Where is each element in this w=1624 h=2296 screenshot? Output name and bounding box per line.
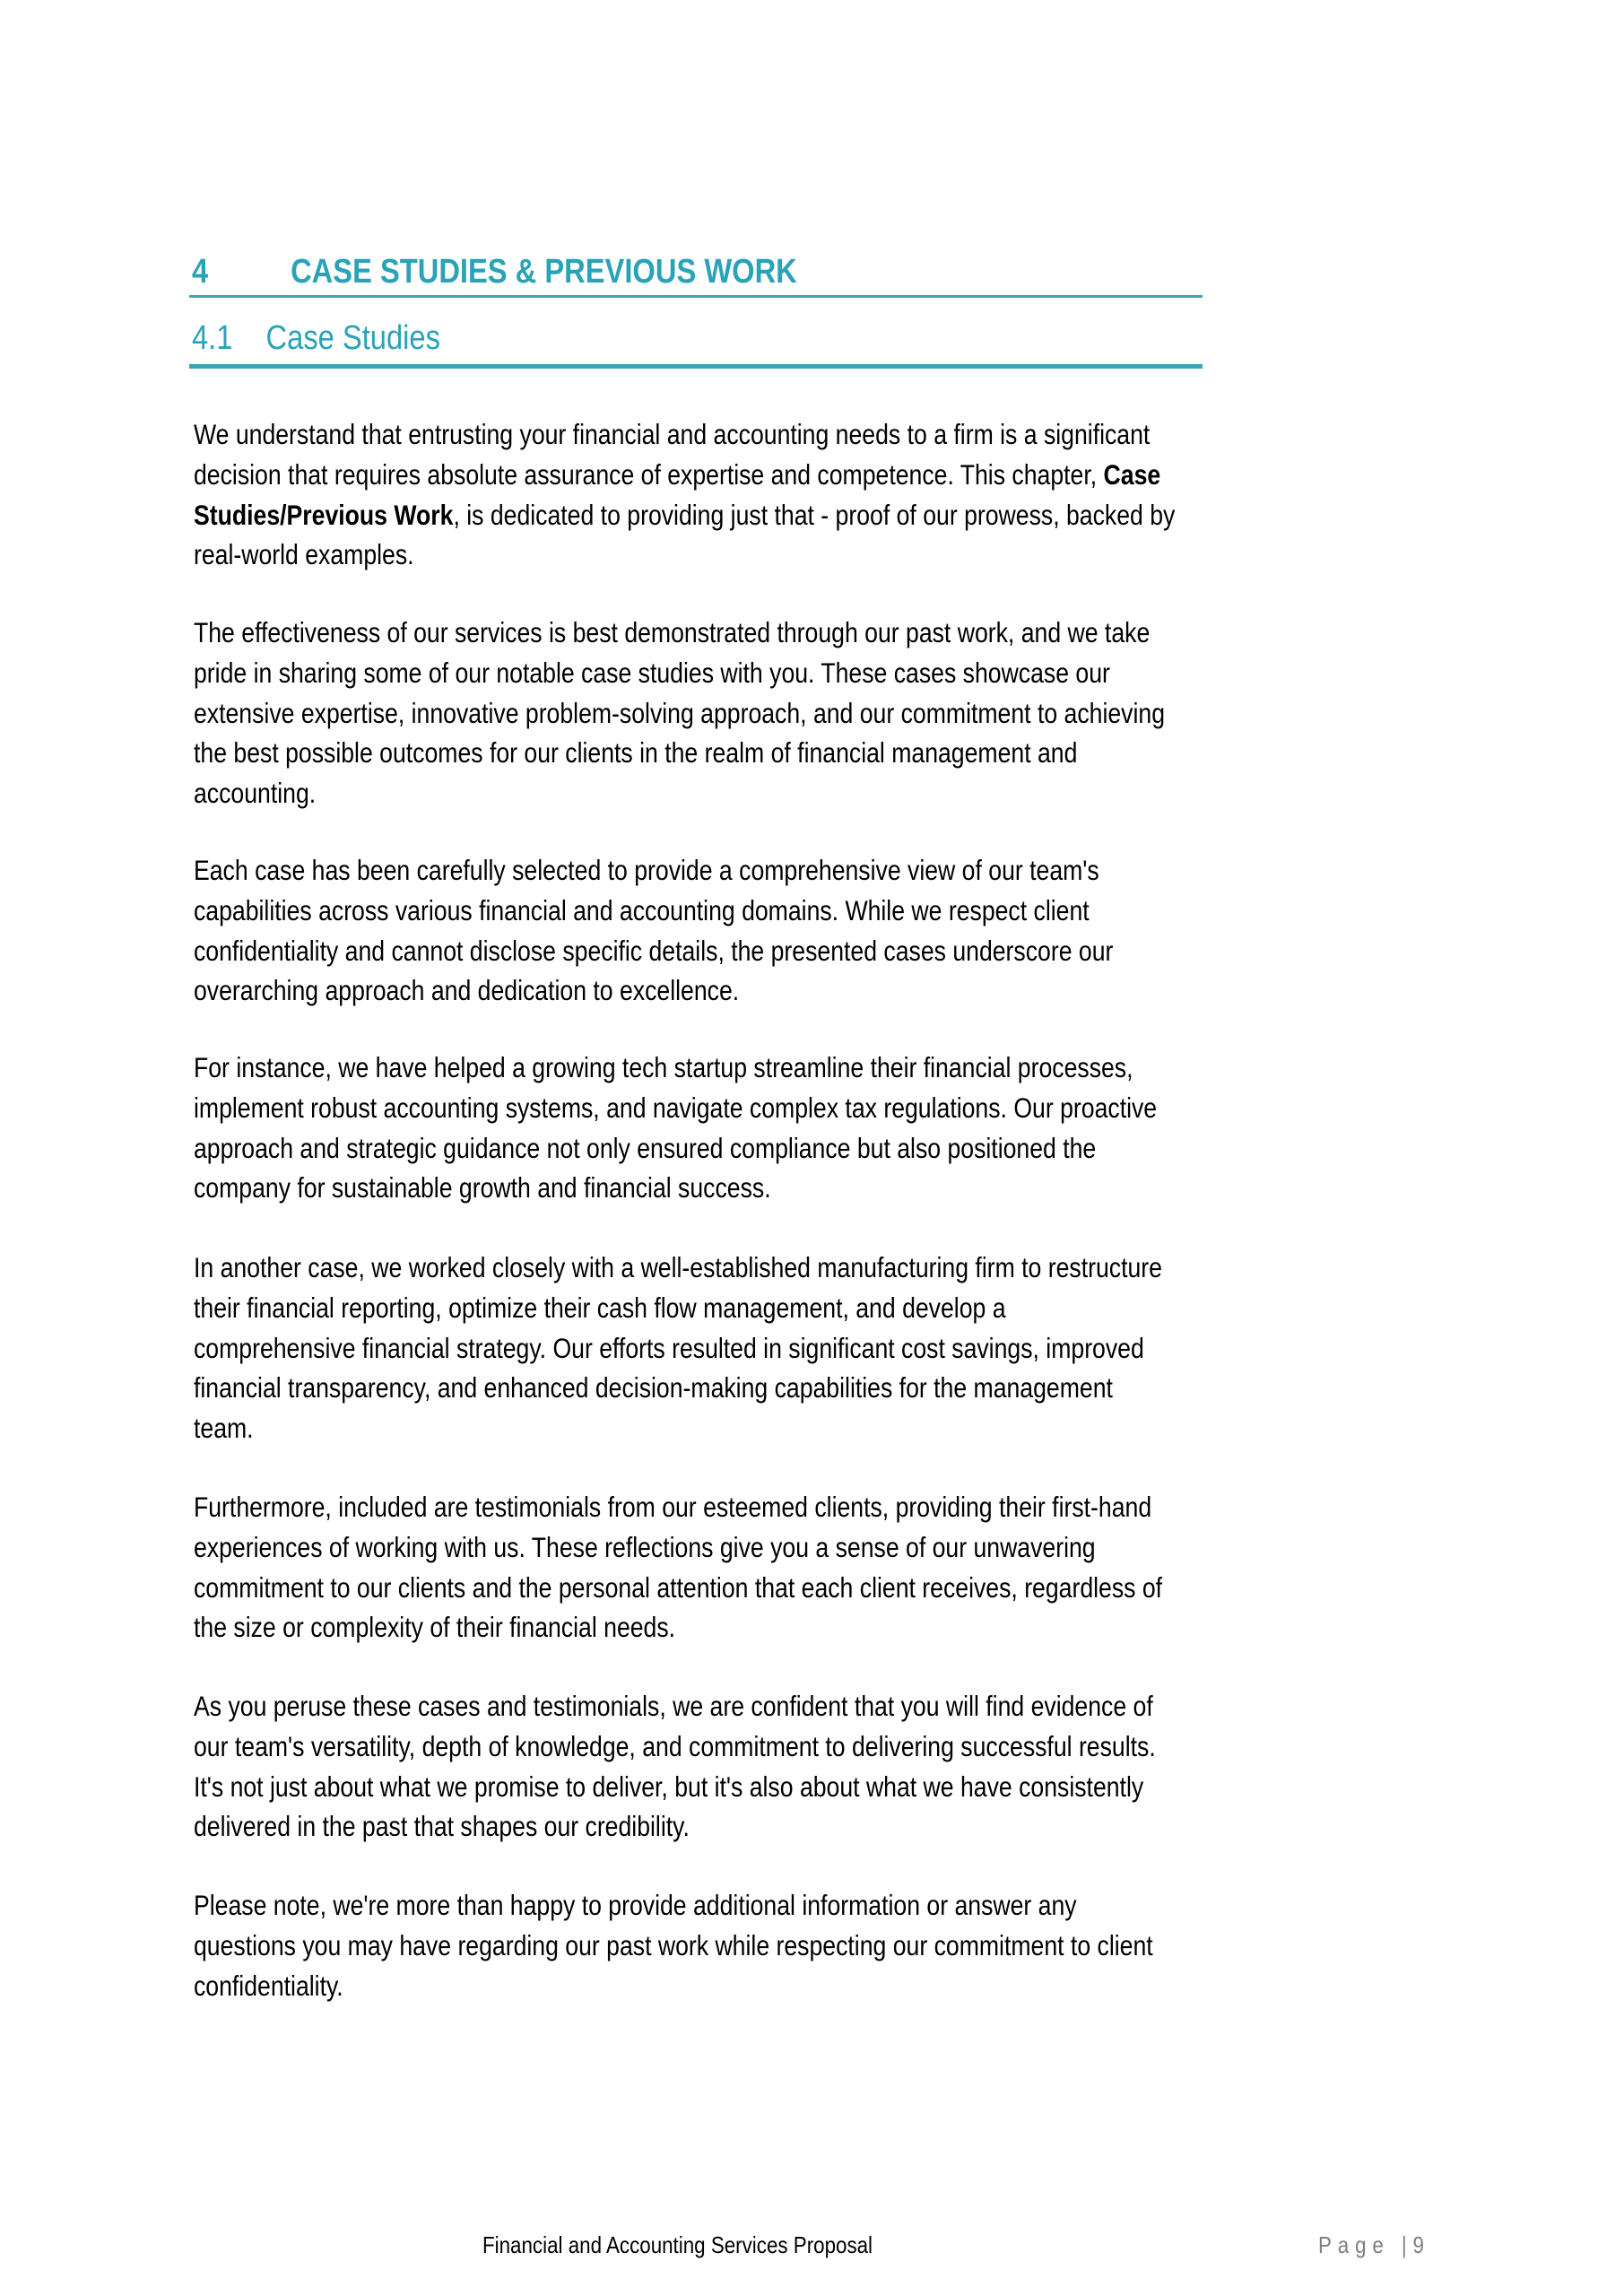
paragraph-closing-note — [194, 1885, 1482, 2005]
paragraph-line: It's not just about what we promise to deliver, but it's also about what we have consistently — [194, 1770, 1144, 1803]
paragraph-confidence — [194, 1686, 1482, 1847]
paragraph-line: As you peruse these cases and testimonials, we are confident that you will find evidence of — [194, 1690, 1153, 1722]
paragraph-line — [194, 455, 1482, 495]
paragraph-effectiveness — [194, 613, 1482, 813]
paragraph-line: delivered in the past that shapes our credibility. — [194, 1810, 690, 1843]
paragraph-selection — [194, 850, 1482, 1011]
paragraph-startup-case — [194, 1048, 1482, 1208]
heading-2-rule — [189, 364, 1203, 369]
paragraph-line: the best possible outcomes for our clients in the realm of financial management and — [194, 736, 1078, 770]
paragraph-line-text: decision that requires absolute assurance of expertise and competence. This chapter, — [194, 457, 1104, 491]
paragraph-line: The effectiveness of our services is best demonstrated through our past work, and we take — [194, 616, 1151, 648]
footer-page-label: Page — [1318, 2231, 1390, 2258]
paragraph-line-text: , is dedicated to providing just that - proof of our prowess, backed by — [453, 498, 1176, 531]
paragraph-line: their financial reporting, optimize their cash flow management, and develop a — [194, 1291, 1006, 1324]
paragraph-line: Please note, we're more than happy to provide additional information or answer any — [194, 1889, 1077, 1921]
paragraph-line: implement robust accounting systems, and navigate complex tax regulations. Our proactive — [194, 1091, 1158, 1124]
paragraph-line: Each case has been carefully selected to provide a comprehensive view of our team's — [194, 854, 1099, 886]
bold-chapter-name-2: Studies/Previous Work — [194, 498, 454, 531]
paragraph-line: the size or complexity of their financial needs. — [194, 1611, 676, 1644]
paragraph-line: team. — [194, 1412, 254, 1445]
paragraph-line: capabilities across various financial and accounting domains. While we respect client — [194, 893, 1090, 926]
paragraph-line: Furthermore, included are testimonials from our esteemed clients, providing their first-hand — [194, 1491, 1152, 1523]
paragraph-line: approach and strategic guidance not only ensured compliance but also positioned the — [194, 1131, 1097, 1164]
heading-2 — [192, 319, 440, 358]
paragraph-line: financial transparency, and enhanced decision-making capabilities for the management — [194, 1371, 1113, 1405]
footer-page-number: 9 — [1412, 2231, 1424, 2258]
paragraph-line: We understand that entrusting your financial and accounting needs to a firm is a significant — [194, 418, 1151, 450]
paragraph-testimonials — [194, 1487, 1482, 1648]
paragraph-line: extensive expertise, innovative problem-solving approach, and our commitment to achieving — [194, 696, 1166, 729]
heading-1 — [192, 253, 797, 291]
paragraph-manufacturing-case — [194, 1248, 1482, 1448]
paragraph-line: pride in sharing some of our notable case studies with you. These cases showcase our — [194, 656, 1110, 689]
paragraph-line: real-world examples. — [194, 538, 414, 571]
paragraph-line: In another case, we worked closely with a well-established manufacturing firm to restructure — [194, 1251, 1162, 1283]
paragraph-line: questions you may have regarding our past work while respecting our commitment to client — [194, 1928, 1153, 1961]
bold-chapter-name-1: Case — [1103, 457, 1161, 491]
paragraph-line: accounting. — [194, 777, 317, 810]
paragraph-intro — [194, 414, 1482, 575]
paragraph-line: confidentiality and cannot disclose specific details, the presented cases underscore our — [194, 934, 1114, 967]
footer-page-indicator — [1318, 2231, 1424, 2259]
paragraph-line: company for sustainable growth and financial success. — [194, 1171, 771, 1205]
heading-2-title: Case Studies — [265, 319, 440, 357]
paragraph-line: experiences of working with us. These reflections give you a sense of our unwavering — [194, 1530, 1096, 1563]
paragraph-line: comprehensive financial strategy. Our efforts resulted in significant cost savings, improved — [194, 1331, 1144, 1364]
heading-1-number: 4 — [192, 253, 209, 291]
paragraph-line — [194, 495, 1482, 535]
paragraph-line: overarching approach and dedication to excellence. — [194, 974, 740, 1007]
heading-2-number: 4.1 — [192, 319, 233, 357]
paragraph-line: For instance, we have helped a growing tech startup streamline their financial processes, — [194, 1051, 1133, 1083]
paragraph-line: our team's versatility, depth of knowledge, and commitment to delivering successful results. — [194, 1729, 1156, 1762]
heading-1-title: CASE STUDIES & PREVIOUS WORK — [291, 253, 797, 291]
heading-1-rule — [189, 295, 1203, 298]
paragraph-line: confidentiality. — [194, 1969, 343, 2002]
footer-page-separator: | — [1401, 2231, 1413, 2258]
footer-document-title: Financial and Accounting Services Proposal — [482, 2231, 873, 2258]
paragraph-line: commitment to our clients and the personal attention that each client receives, regardless of — [194, 1570, 1163, 1604]
